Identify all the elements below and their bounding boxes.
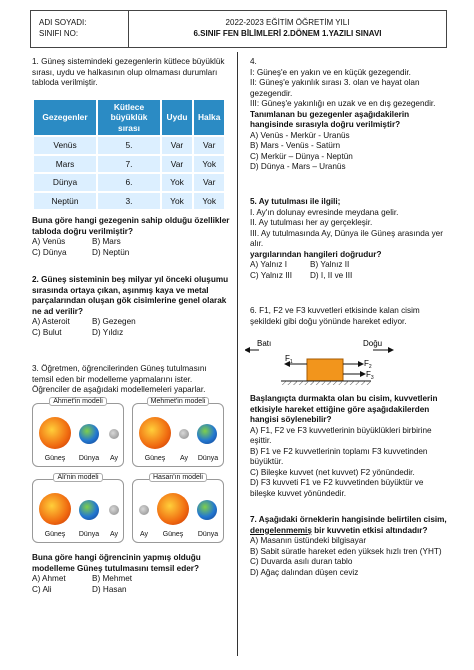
- option-b[interactable]: B) Mars: [92, 237, 121, 246]
- q5-line-3: III. Ay tutulmasında Ay, Dünya ile Güneş arasında yer alır.: [250, 228, 443, 248]
- option-c[interactable]: C) Ali: [32, 584, 52, 594]
- sun-icon: [139, 417, 171, 449]
- f1-label: [285, 354, 293, 365]
- sun-icon: [39, 493, 71, 525]
- q6-question: Başlangıçta durmakta olan bu cisim, kuvvetlerin etkisiyle hareket ettiğine göre aşağıdakilerden hangisi söylenebilir?: [250, 394, 438, 424]
- model-title: Mehmet'in modeli: [147, 397, 210, 406]
- exam-name: 6.SINIF FEN BİLİMLERİ 2.DÖNEM 1.YAZILI SINAVI: [193, 29, 382, 38]
- sun-icon: [39, 417, 71, 449]
- q1-question: Buna göre hangi gezegenin sahip olduğu özellikler tabloda doğru verilmiştir?: [32, 216, 230, 236]
- option-a[interactable]: A) Venüs - Merkür - Uranüs: [250, 130, 350, 140]
- earth-icon: [79, 424, 99, 444]
- option-d[interactable]: D) Neptün: [92, 247, 130, 257]
- label-moon: Ay: [179, 455, 189, 462]
- q5-question: yargılarından hangileri doğrudur?: [250, 249, 382, 259]
- label-sun: Güneş: [144, 455, 166, 462]
- exam-title: [129, 11, 446, 47]
- q5-line-1: I. Ay'ın dolunay evresinde meydana gelir.: [250, 207, 399, 217]
- moon-icon: [109, 429, 119, 439]
- cell: Yok: [194, 156, 224, 173]
- table-row: [34, 137, 224, 154]
- box: [307, 359, 343, 381]
- table-row: [34, 193, 224, 210]
- f1-letter: F: [285, 354, 290, 363]
- option-c[interactable]: C) Dünya: [32, 247, 67, 257]
- name-label: ADI SOYADI:: [39, 18, 87, 27]
- question-6-ask: [250, 394, 450, 499]
- f3-sub: 3: [370, 375, 374, 381]
- cell: 5.: [98, 137, 160, 154]
- q1-text: 1. Güneş sistemindeki gezegenlerin kütlece büyüklük sırası, uydu ve halkasının olup olmaması durumları tabloda verilmiştir.: [32, 57, 225, 87]
- option-a[interactable]: A) Asteroit: [32, 317, 70, 326]
- east-label: Doğu: [363, 339, 383, 348]
- west-label: Batı: [257, 339, 272, 348]
- q7-text-underlined: dengelenmemiş: [250, 525, 312, 535]
- option-d[interactable]: D) F3 kuvveti F1 ve F2 kuvvetinden büyüktür ve bileşke kuvvet yönündedir.: [250, 478, 424, 498]
- cell: Var: [194, 137, 224, 154]
- moon-icon: [139, 505, 149, 515]
- planet-table: [32, 98, 226, 212]
- option-c[interactable]: C) Yalnız III: [250, 270, 293, 280]
- q4-line-2: II: Güneş'e yakınlık sırası 3. olan ve hayat olan gezegendir.: [250, 78, 420, 98]
- question-1: [32, 57, 230, 258]
- label-moon: Ay: [109, 531, 119, 538]
- question-3-ask: [32, 553, 230, 595]
- label-sun: Güneş: [44, 455, 66, 462]
- question-4: [250, 57, 450, 173]
- label-earth: Dünya: [78, 531, 100, 538]
- student-info: [31, 11, 129, 47]
- cell: Mars: [34, 156, 96, 173]
- f1-sub: 1: [289, 359, 293, 365]
- label-sun: Güneş: [44, 531, 66, 538]
- q5-options: [250, 260, 450, 281]
- option-a[interactable]: A) Venüs: [32, 237, 66, 246]
- model-ahmet: [32, 398, 124, 467]
- cell: Neptün: [34, 193, 96, 210]
- table-row: [34, 174, 224, 191]
- model-mehmet: [132, 398, 224, 467]
- cell: Venüs: [34, 137, 96, 154]
- q5-title: 5. Ay tutulması ile ilgili;: [250, 197, 341, 206]
- option-c[interactable]: C) Duvarda asılı duran tablo: [250, 557, 353, 566]
- q7-text-a: 7. Aşağıdaki örneklerin hangisinde belirtilen cisim,: [250, 515, 447, 524]
- option-d[interactable]: D) Ağaç dalından düşen ceviz: [250, 567, 359, 577]
- earth-icon: [197, 424, 217, 444]
- table-row: [34, 156, 224, 173]
- q2-text: 2. Güneş sisteminin beş milyar yıl önceki oluşumu sırasında ortaya çıkan, aşınmış kaya ve metal parçalarından oluşan gök cisimlerine genel olarak ne ad verilir?: [32, 275, 229, 316]
- option-b[interactable]: B) Yalnız II: [310, 260, 350, 269]
- option-c[interactable]: C) Bileşke kuvvet (net kuvvet) F2 yönündedir.: [250, 467, 415, 477]
- column-divider: [237, 52, 238, 656]
- f2-label: [364, 359, 372, 370]
- f2-sub: 2: [368, 364, 372, 370]
- moon-icon: [109, 505, 119, 515]
- cell: Var: [162, 156, 192, 173]
- option-a[interactable]: A) Yalnız I: [250, 260, 288, 269]
- ground-hatch: [281, 381, 371, 385]
- q3-question: Buna göre hangi öğrencinin yapmış olduğu modelleme Güneş tutulmasını temsil eder?: [32, 553, 201, 573]
- q3-text: 3. Öğretmen, öğrencilerinden Güneş tutulmasını temsil eden bir modelleme yapmalarını ister. Öğrenciler de aşağıdaki modellemeleri yaparlar.: [32, 364, 207, 394]
- question-2: [32, 275, 230, 338]
- option-b[interactable]: B) Gezegen: [92, 317, 136, 326]
- force-diagram: [245, 337, 395, 392]
- cell: 7.: [98, 156, 160, 173]
- f2-letter: F: [364, 359, 369, 368]
- exam-header: [30, 10, 447, 48]
- cell: Var: [162, 137, 192, 154]
- option-c[interactable]: C) Merkür – Dünya - Neptün: [250, 151, 353, 161]
- moon-icon: [179, 429, 189, 439]
- option-b[interactable]: B) F1 ve F2 kuvvetlerinin toplamı F3 kuvvetinden büyüktür.: [250, 446, 428, 466]
- th-planets: Gezegenler: [34, 100, 96, 136]
- question-7: [250, 515, 450, 578]
- q6-text: 6. F1, F2 ve F3 kuvvetleri etkisinde kalan cisim şekildeki gibi doğu yönünde hareket ediyor.: [250, 306, 420, 326]
- option-a[interactable]: A) F1, F2 ve F3 kuvvetlerinin büyüklükleri birbirine eşittir.: [250, 425, 432, 445]
- q1-options: [32, 237, 230, 258]
- option-d[interactable]: D) Yıldız: [92, 327, 124, 337]
- f3-label: [366, 370, 374, 381]
- school-year: 2022-2023 EĞİTİM ÖĞRETİM YILI: [225, 18, 350, 27]
- label-sun: Güneş: [162, 531, 184, 538]
- q4-number: 4.: [250, 57, 257, 66]
- label-earth: Dünya: [78, 455, 100, 462]
- cell: Yok: [194, 193, 224, 210]
- q4-question: Tanımlanan bu gezegenler aşağıdakilerin hangisinde sırasıyla doğru verilmiştir?: [250, 109, 410, 129]
- q4-line-1: I: Güneş'e en yakın ve en küçük gezegendir.: [250, 67, 411, 77]
- label-moon: Ay: [139, 531, 149, 538]
- question-6: [250, 306, 450, 327]
- cell: Yok: [162, 193, 192, 210]
- cell: 6.: [98, 174, 160, 191]
- cell: Yok: [162, 174, 192, 191]
- q5-line-2: II. Ay tutulması her ay gerçekleşir.: [250, 218, 373, 227]
- label-earth: Dünya: [197, 531, 219, 538]
- option-a[interactable]: A) Masanın üstündeki bilgisayar: [250, 536, 367, 545]
- earth-icon: [197, 500, 217, 520]
- option-c[interactable]: C) Bulut: [32, 327, 62, 337]
- option-a[interactable]: A) Ahmet: [32, 574, 66, 583]
- sun-icon: [157, 493, 189, 525]
- model-title: Ahmet'in modeli: [49, 397, 107, 406]
- label-moon: Ay: [109, 455, 119, 462]
- cell: 3.: [98, 193, 160, 210]
- option-b[interactable]: B) Sabit süratle hareket eden yüksek hızlı tren (YHT): [250, 546, 442, 556]
- q3-options: [32, 574, 230, 595]
- q4-line-3: III: Güneş'e yakınlığı en uzak ve en dış gezegendir.: [250, 99, 436, 108]
- q7-text-b: bir kuvvetin etkisi altındadır?: [311, 525, 428, 535]
- model-hasan: [132, 474, 224, 543]
- cell: Var: [194, 174, 224, 191]
- th-moon: Uydu: [162, 100, 192, 136]
- class-label: SINIFI NO:: [39, 29, 79, 38]
- model-title: Ali'nin modeli: [53, 473, 102, 482]
- th-mass: Kütlece büyüklük sırası: [98, 100, 160, 136]
- option-b[interactable]: B) Mars - Venüs - Satürn: [250, 141, 341, 150]
- model-ali: [32, 474, 124, 543]
- option-d[interactable]: D) I, II ve III: [310, 270, 353, 280]
- option-d[interactable]: D) Dünya - Mars – Uranüs: [250, 162, 346, 171]
- option-d[interactable]: D) Hasan: [92, 584, 127, 594]
- option-b[interactable]: B) Mehmet: [92, 574, 133, 583]
- q2-options: [32, 317, 230, 338]
- model-title: Hasan'ın modeli: [149, 473, 207, 482]
- f3-letter: F: [366, 370, 371, 379]
- cell: Dünya: [34, 174, 96, 191]
- question-5: [250, 197, 450, 281]
- question-3: [32, 364, 230, 396]
- earth-icon: [79, 500, 99, 520]
- q7-text: [250, 515, 450, 536]
- force-svg: [245, 337, 395, 392]
- th-ring: Halka: [194, 100, 224, 136]
- label-earth: Dünya: [197, 455, 219, 462]
